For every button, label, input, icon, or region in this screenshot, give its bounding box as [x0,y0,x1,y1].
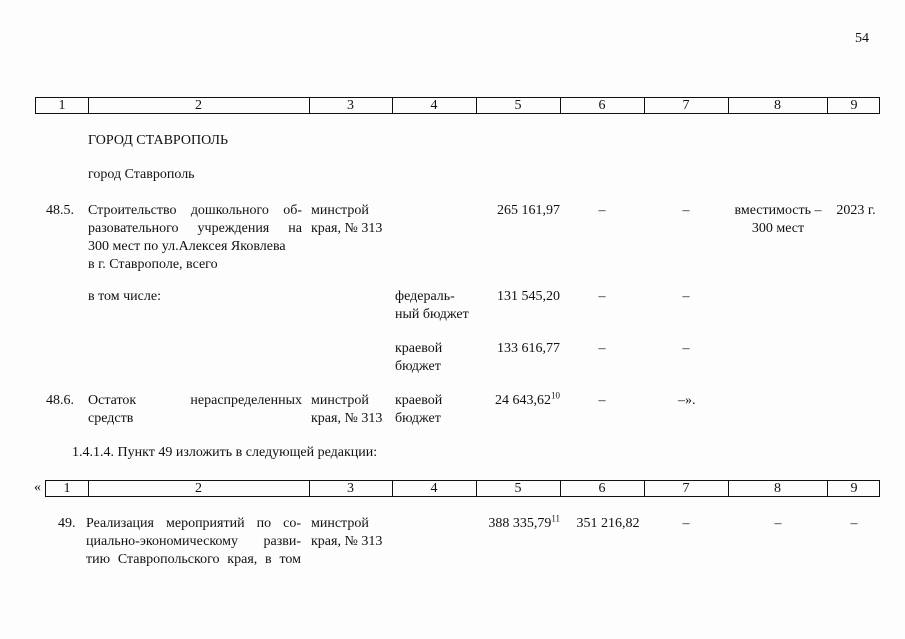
row-description: Реализация мероприятий по со- циально-экономическому разви- тию Ставропольского края, в том [86,516,301,567]
federal-col7: – [682,289,690,304]
section-subtitle: город Ставрополь [88,167,195,182]
federal-source: федераль- ный бюджет [395,289,469,322]
row-col7: – [682,203,690,218]
footnote-ref: 10 [551,390,560,401]
row-col9: 2023 г. [836,203,876,218]
col-header-2: 2 [195,98,202,113]
row-number: 49. [58,516,76,531]
col-header-7: 7 [682,481,690,496]
col-header-6: 6 [598,481,606,496]
row-col9: – [850,516,858,531]
col-header-9: 9 [850,98,858,113]
regional-col7: – [682,341,690,356]
row-organization: минстрой края, № 313 [311,516,383,549]
col-header-2: 2 [195,481,202,496]
row-col7: –». [678,393,696,408]
row-col6: – [598,203,606,218]
footnote-ref: 11 [551,513,560,524]
column-header-row [45,480,880,497]
instruction-text: 1.4.1.4. Пункт 49 изложить в следующей редакции: [72,445,378,460]
col-header-5: 5 [514,98,522,113]
row-description: Строительство дошкольного об- разовательного учреждения на 300 мест по ул.Алексея Яковлева в г. Ставрополе, всего [88,203,302,272]
col-header-3: 3 [347,481,354,496]
col-header-8: 8 [774,98,781,113]
quote-mark: « [34,480,41,495]
column-header-row [35,97,880,114]
col-header-4: 4 [430,98,438,113]
federal-col6: – [598,289,606,304]
row-col8: вместимость – 300 мест [734,203,822,236]
col-header-8: 8 [774,481,781,496]
col-header-1: 1 [58,98,66,113]
row-col8: – [774,516,782,531]
col-header-6: 6 [598,98,606,113]
row-amount: 24 643,62$^{10}$ [495,390,560,408]
col-header-1: 1 [63,481,71,496]
row-organization: минстрой края, № 313 [311,203,383,236]
regional-amount: 133 616,77 [497,341,560,356]
row-amount: 388 335,79$^{11}$ [488,513,560,531]
including-label: в том числе: [88,289,161,304]
col-header-7: 7 [682,98,690,113]
row-number: 48.5. [46,203,74,218]
row-source: краевой бюджет [395,393,443,426]
section-title: ГОРОД СТАВРОПОЛЬ [88,133,229,148]
regional-col6: – [598,341,606,356]
federal-amount: 131 545,20 [497,289,560,304]
row-number: 48.6. [46,393,74,408]
col-header-3: 3 [347,98,354,113]
row-col6: 351 216,82 [576,516,640,531]
col-header-5: 5 [514,481,522,496]
col-header-9: 9 [850,481,858,496]
col-header-4: 4 [430,481,438,496]
row-amount: 265 161,97 [497,203,560,218]
row-col7: – [682,516,690,531]
page-number: 54 [855,31,869,46]
row-col6: – [598,393,606,408]
row-description: Остаток нераспределенных средств [88,393,302,426]
regional-source: краевой бюджет [395,341,443,374]
row-organization: минстрой края, № 313 [311,393,383,426]
